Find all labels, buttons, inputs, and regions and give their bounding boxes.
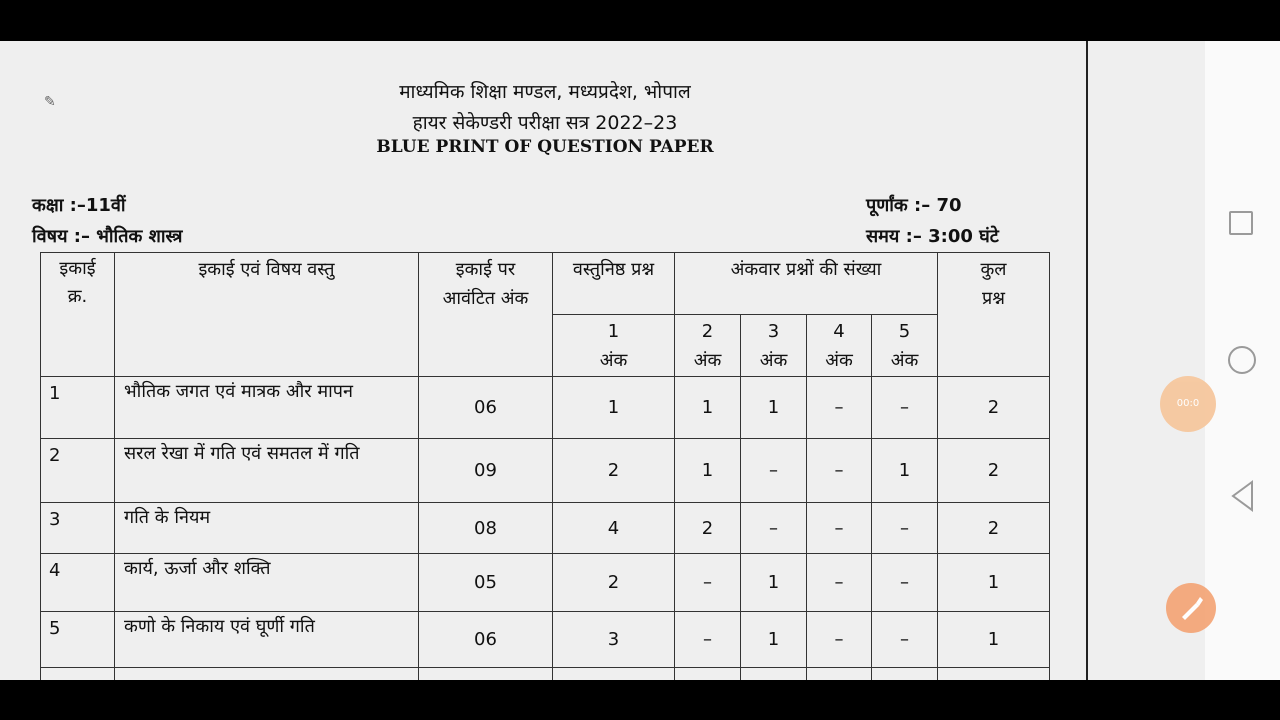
top-black-bar [0,0,1280,41]
objective-count: 2 [553,554,675,612]
total-questions: 2 [938,439,1050,503]
table-row-partial [41,668,1050,681]
five-mark-count: – [872,503,938,554]
scan-smudge-mark: ✎ [44,94,56,110]
objective-count: 4 [553,503,675,554]
total-questions: 1 [938,554,1050,612]
allotted-marks: 06 [419,377,553,439]
three-mark-count: 1 [741,612,807,668]
objective-count: 1 [553,377,675,439]
brush-icon[interactable] [1166,583,1216,633]
three-mark-count: 1 [741,554,807,612]
header-allotted-marks: इकाई पर आवंटित अंक [419,253,553,377]
total-questions: 2 [938,503,1050,554]
paper-title: BLUE PRINT OF QUESTION PAPER [376,137,714,157]
max-marks-label: पूर्णांक :– 70 [866,195,962,216]
allotted-marks: 06 [419,612,553,668]
table-row [41,612,1050,668]
four-mark-count: – [807,503,872,554]
objective-count: 3 [553,612,675,668]
header-1-mark: 1 अंक [553,315,675,377]
header-4-mark: 4 अंक [807,315,872,377]
page-edge-line [1086,41,1088,680]
bottom-black-bar [0,680,1280,720]
screen-recorder-bubble[interactable]: 00:0 [1160,376,1216,432]
five-mark-count: – [872,612,938,668]
subject-label: विषय :– भौतिक शास्त्र [32,226,183,247]
board-name: माध्यमिक शिक्षा मण्डल, मध्यप्रदेश, भोपाल [399,81,691,103]
unit-topic: कणो के निकाय एवं घूर्णी गति [115,612,419,668]
allotted-marks: 09 [419,439,553,503]
home-circle-icon[interactable] [1228,346,1256,374]
unit-topic: कार्य, ऊर्जा और शक्ति [115,554,419,612]
recents-square-icon[interactable] [1229,211,1253,235]
allotted-marks: 08 [419,503,553,554]
table-row [41,554,1050,612]
header-unit-content: इकाई एवं विषय वस्तु [115,253,419,377]
header-5-mark: 5 अंक [872,315,938,377]
back-triangle-icon[interactable] [1230,480,1256,516]
four-mark-count: – [807,377,872,439]
header-3-mark: 3 अंक [741,315,807,377]
unit-topic: गति के नियम [115,503,419,554]
document-page [0,41,1205,680]
unit-number: 4 [41,554,115,612]
unit-topic: भौतिक जगत एवं मात्रक और मापन [115,377,419,439]
header-markwise: अंकवार प्रश्नों की संख्या [675,253,938,315]
table-row [41,439,1050,503]
unit-number: 2 [41,439,115,503]
allotted-marks: 05 [419,554,553,612]
class-label: कक्षा :–11वीं [32,195,126,216]
unit-number: 3 [41,503,115,554]
four-mark-count: – [807,612,872,668]
four-mark-count: – [807,439,872,503]
table-row [41,377,1050,439]
exam-session: हायर सेकेण्डरी परीक्षा सत्र 2022–23 [412,112,678,134]
header-total: कुल प्रश्न [938,253,1050,377]
three-mark-count: – [741,503,807,554]
time-label: समय :– 3:00 घंटे [866,226,999,247]
two-mark-count: 1 [675,377,741,439]
header-2-mark: 2 अंक [675,315,741,377]
two-mark-count: 1 [675,439,741,503]
two-mark-count: 2 [675,503,741,554]
unit-number: 1 [41,377,115,439]
two-mark-count: – [675,612,741,668]
two-mark-count: – [675,554,741,612]
unit-topic: सरल रेखा में गति एवं समतल में गति [115,439,419,503]
table-row [41,503,1050,554]
five-mark-count: 1 [872,439,938,503]
three-mark-count: – [741,439,807,503]
objective-count: 2 [553,439,675,503]
header-objective: वस्तुनिष्ठ प्रश्न [553,253,675,315]
total-questions: 1 [938,612,1050,668]
unit-number: 5 [41,612,115,668]
header-unit-no: इकाई क्र. [41,253,115,377]
three-mark-count: 1 [741,377,807,439]
five-mark-count: – [872,554,938,612]
five-mark-count: – [872,377,938,439]
total-questions: 2 [938,377,1050,439]
four-mark-count: – [807,554,872,612]
blueprint-table [40,252,1050,680]
